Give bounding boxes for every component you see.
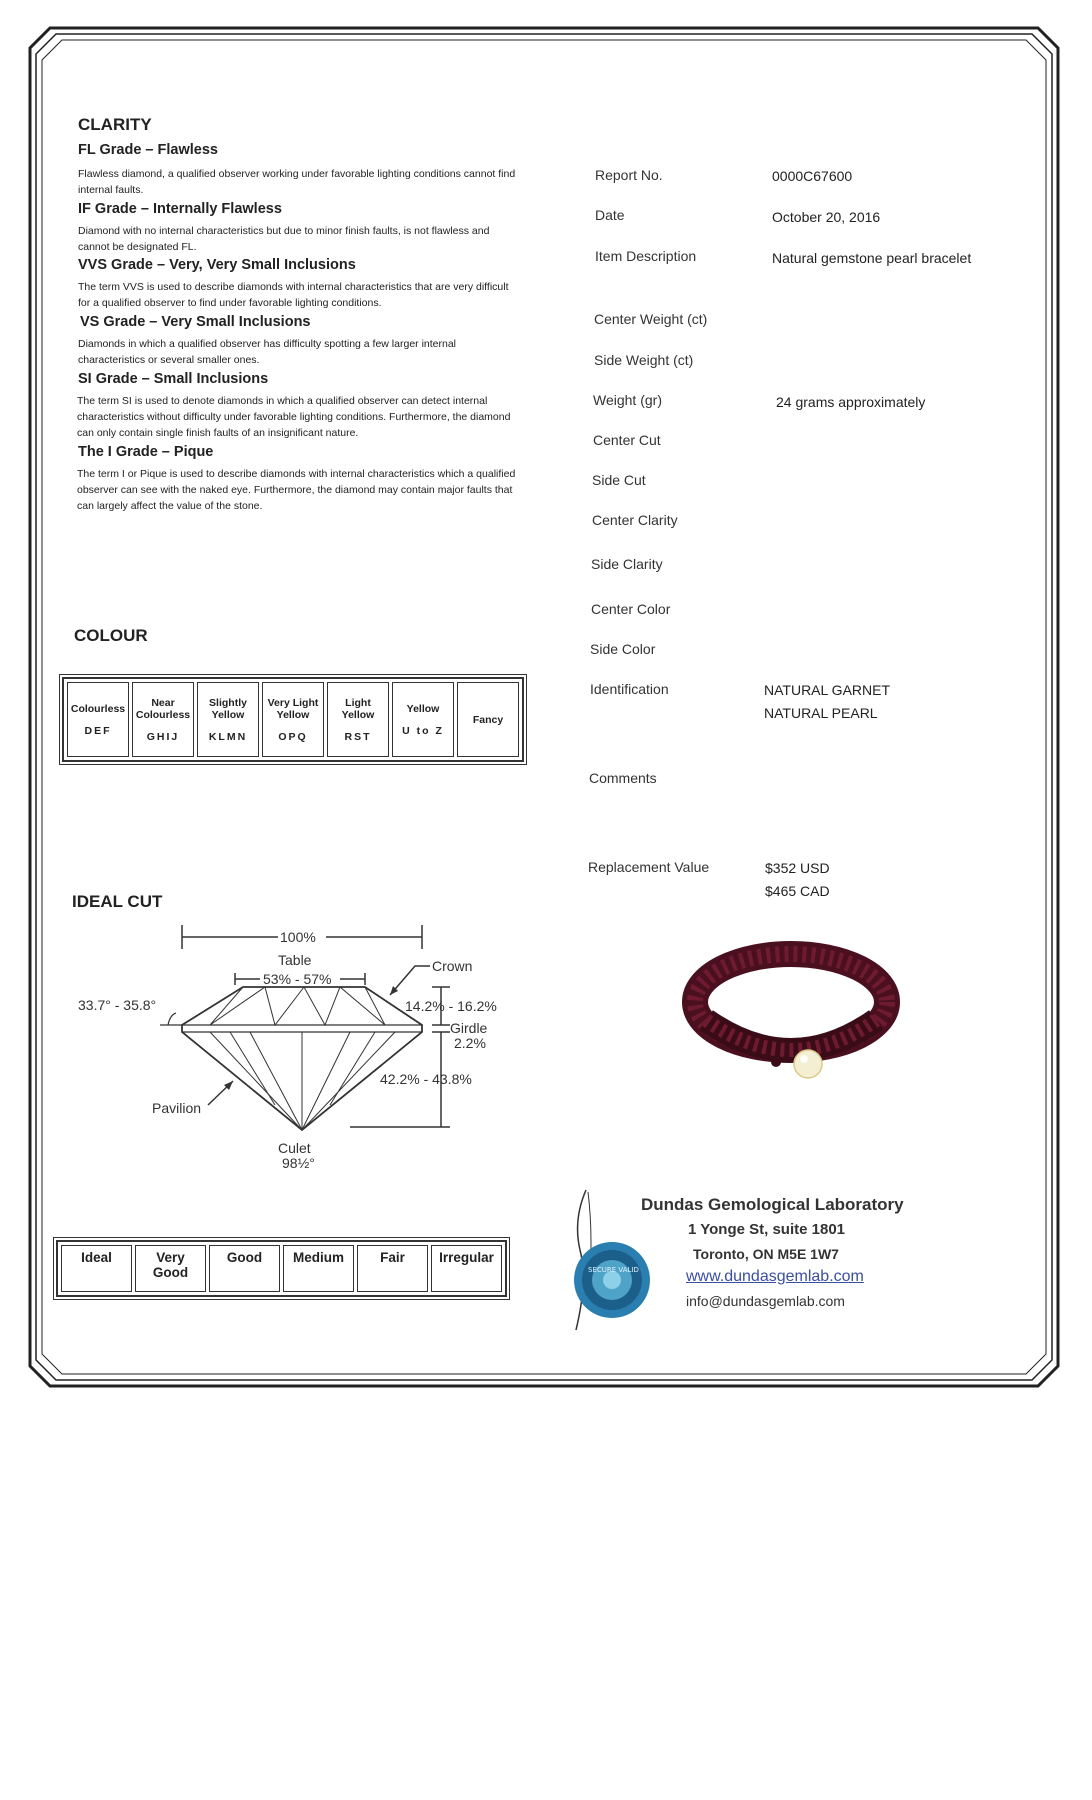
lab-address-street: 1 Yonge St, suite 1801 — [688, 1221, 846, 1238]
colour-cell — [262, 682, 324, 757]
colour-scale-table — [62, 677, 524, 762]
grade-title-vs: VS Grade – Very Small Inclusions — [80, 314, 311, 330]
field-label-weight-gr: Weight (gr) — [593, 392, 662, 408]
field-value-weight-gr: 24 grams approximately — [776, 394, 926, 410]
field-label-center-cut: Center Cut — [593, 432, 661, 448]
cut-grade-cell: Very Good — [135, 1245, 206, 1292]
colour-name: Colourless — [70, 702, 126, 715]
pavilion-depth-label: 42.2% - 43.8% — [380, 1071, 472, 1087]
bracelet-photo — [676, 940, 906, 1090]
field-label-side-color: Side Color — [590, 641, 656, 657]
cut-grade-cell: Fair — [357, 1245, 428, 1292]
diamond-cut-diagram — [60, 915, 520, 1175]
crown-height-label: 14.2% - 16.2% — [405, 998, 497, 1014]
colour-cell — [67, 682, 129, 757]
colour-code: RST — [344, 730, 372, 743]
colour-name: Slightly Yellow — [209, 696, 247, 721]
field-label-center-clarity: Center Clarity — [592, 512, 678, 528]
field-value-item-description: Natural gemstone pearl bracelet — [772, 250, 972, 266]
field-value-report-no: 0000C67600 — [772, 168, 853, 184]
colour-cell — [457, 682, 519, 757]
hologram-text: SECURE VALID — [588, 1266, 639, 1274]
cut-grade-table — [56, 1240, 507, 1297]
culet-value: 98½° — [282, 1155, 315, 1171]
lab-name: Dundas Gemological Laboratory — [641, 1195, 904, 1214]
field-label-item-description: Item Description — [595, 248, 697, 264]
lab-address-city: Toronto, ON M5E 1W7 — [693, 1246, 839, 1262]
grade-title-vvs: VVS Grade – Very, Very Small Inclusions — [78, 257, 356, 273]
colour-name: Very Light Yellow — [267, 696, 319, 721]
colour-name: Light Yellow — [341, 696, 375, 721]
cut-grade-cell: Good — [209, 1245, 280, 1292]
field-label-comments: Comments — [589, 770, 657, 786]
colour-name: Fancy — [472, 713, 504, 726]
grade-desc-vs: Diamonds in which a qualified observer has difficulty spotting a few larger internal characteristics or several smaller ones. — [78, 338, 457, 366]
colour-code: KLMN — [208, 730, 248, 743]
field-label-report-no: Report No. — [595, 167, 663, 183]
field-label-side-clarity: Side Clarity — [591, 556, 663, 572]
grade-desc-si: The term SI is used to denote diamonds in which a qualified observer can detect internal characteristics without difficulty under favorable lighting conditions. Furthermore, the diamond can only contain single finish faults of an insignificant nature. — [77, 395, 511, 439]
culet-label: Culet — [278, 1140, 311, 1156]
colour-name: Yellow — [406, 702, 440, 715]
colour-code: OPQ — [278, 730, 308, 743]
width-label: 100% — [280, 929, 316, 945]
table-label: Table — [278, 952, 312, 968]
field-label-date: Date — [595, 207, 625, 223]
grade-desc-i: The term I or Pique is used to describe diamonds with internal characteristics which a qualified observer can see with the naked eye. Furthermore, the diamond may contain major faults that can largely affect the value of the stone. — [77, 468, 516, 512]
grade-desc-fl: Flawless diamond, a qualified observer working under favorable lighting conditions cannot find internal faults. — [78, 168, 516, 196]
replacement-value: $352 USD — [765, 860, 830, 876]
colour-code: GHIJ — [146, 730, 180, 743]
field-label-replacement-value: Replacement Value — [588, 859, 710, 875]
colour-name: Near Colourless — [135, 696, 191, 721]
colour-cell — [197, 682, 259, 757]
colour-cell — [392, 682, 454, 757]
field-label-identification: Identification — [590, 681, 669, 697]
crown-angle-label: 33.7° - 35.8° — [78, 997, 157, 1013]
table-range: 53% - 57% — [263, 971, 332, 987]
field-label-side-weight: Side Weight (ct) — [594, 352, 694, 368]
colour-code: U to Z — [402, 724, 444, 737]
girdle-value: 2.2% — [454, 1035, 486, 1051]
ideal-cut-heading: IDEAL CUT — [72, 892, 163, 911]
replacement-value: $465 CAD — [765, 883, 830, 899]
grade-title-i: The I Grade – Pique — [78, 444, 214, 460]
grade-title-si: SI Grade – Small Inclusions — [78, 371, 269, 387]
colour-cell — [327, 682, 389, 757]
lab-website-link[interactable]: www.dundasgemlab.com — [686, 1268, 864, 1285]
colour-heading: COLOUR — [74, 626, 148, 645]
colour-code: DEF — [84, 724, 112, 737]
grade-desc-vvs: The term VVS is used to describe diamonds with internal characteristics that are very difficult for a qualified observer to find under favorable lighting conditions. — [78, 281, 509, 309]
colour-cell — [132, 682, 194, 757]
crown-label: Crown — [432, 958, 473, 974]
girdle-label: Girdle — [450, 1020, 488, 1036]
field-label-side-cut: Side Cut — [592, 472, 646, 488]
identification-value: NATURAL GARNET — [764, 682, 891, 698]
cut-grade-cell: Ideal — [61, 1245, 132, 1292]
field-label-center-weight: Center Weight (ct) — [594, 311, 708, 327]
pavilion-label: Pavilion — [152, 1100, 202, 1116]
field-value-date: October 20, 2016 — [772, 209, 881, 225]
clarity-heading: CLARITY — [78, 115, 152, 134]
lab-email: info@dundasgemlab.com — [686, 1293, 845, 1309]
field-label-center-color: Center Color — [591, 601, 671, 617]
grade-desc-if: Diamond with no internal characteristics but due to minor finish faults, is not flawless and cannot be designated FL. — [78, 225, 490, 253]
identification-value: NATURAL PEARL — [764, 705, 878, 721]
cut-grade-cell: Irregular — [431, 1245, 502, 1292]
grade-title-fl: FL Grade – Flawless — [78, 142, 218, 158]
cut-grade-cell: Medium — [283, 1245, 354, 1292]
grade-title-if: IF Grade – Internally Flawless — [78, 201, 282, 217]
